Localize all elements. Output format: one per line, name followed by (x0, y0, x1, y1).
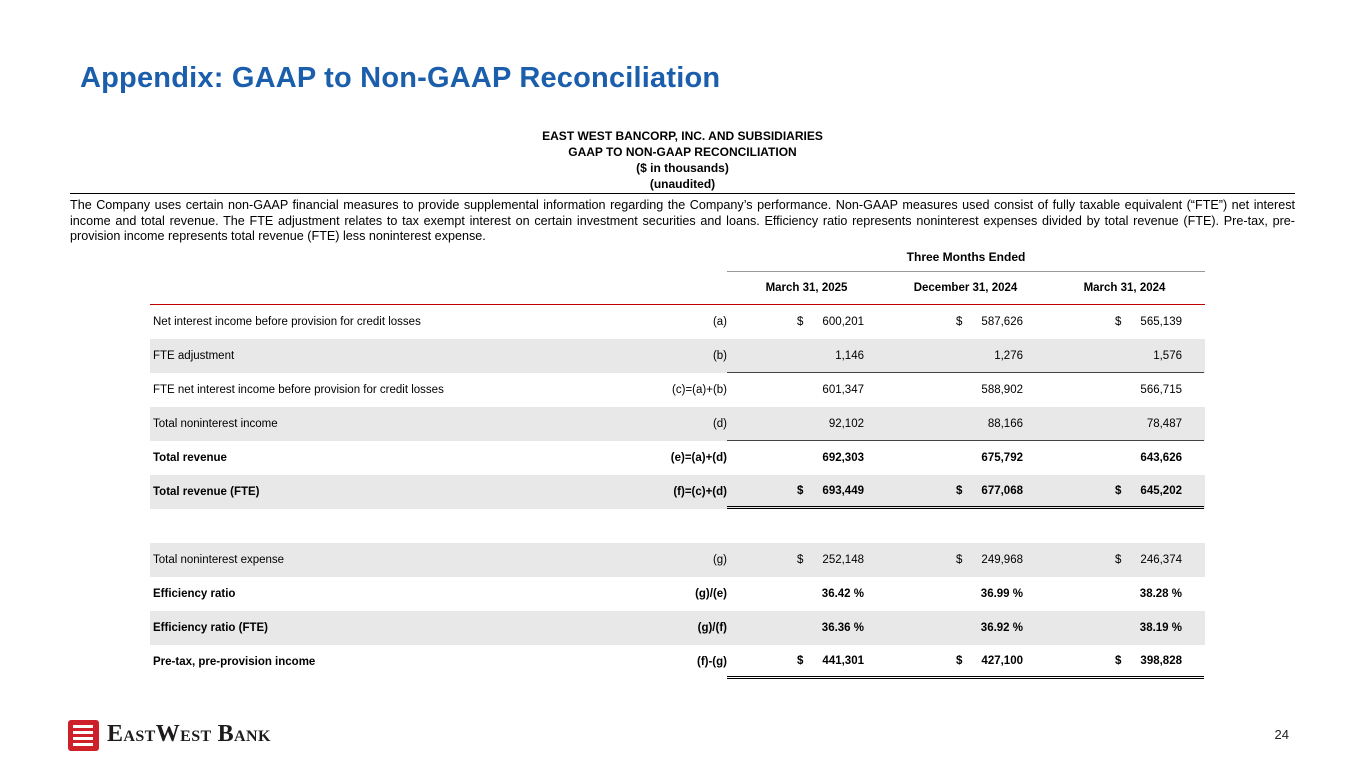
value: 1,276 (994, 349, 1023, 362)
row-value-cell (727, 373, 886, 407)
table-row (150, 373, 1205, 407)
row-value-cell (886, 373, 1045, 407)
row-formula-ref: (f)=(c)+(d) (673, 486, 727, 498)
table-row (150, 543, 1205, 577)
table-row (150, 407, 1205, 441)
row-value-cell (886, 611, 1045, 645)
value: 441,301 (822, 654, 864, 667)
doc-header-subtitle: GAAP TO NON-GAAP RECONCILIATION (568, 145, 797, 159)
row-value-cell (727, 611, 886, 645)
value: 252,148 (822, 554, 864, 566)
row-value-cell (1045, 645, 1204, 679)
currency-symbol: $ (797, 554, 804, 566)
row-formula-ref: (c)=(a)+(b) (672, 384, 727, 396)
page-title: Appendix: GAAP to Non-GAAP Reconciliation (80, 62, 721, 94)
value: 92,102 (828, 417, 864, 430)
currency-symbol: $ (956, 554, 963, 566)
value: 675,792 (981, 452, 1023, 464)
row-formula-ref: (d) (712, 418, 727, 430)
row-value-cell (727, 543, 886, 577)
logo-text-est: EST (180, 728, 212, 745)
value: 246,374 (1140, 554, 1182, 566)
row-label: Total noninterest income (153, 418, 278, 430)
value: 36.99 % (980, 588, 1023, 600)
intro-paragraph: The Company uses certain non-GAAP financial measures to provide supplemental information regarding the Company’s performance. Non-GAAP measures used consist of fully taxable equivalent (“FTE”) net interest income and total revenue. The FTE adjustment relates to tax exempt interest on certain investment securities and loans. Efficiency ratio represents noninterest expenses divided by total revenue (FTE). Pre-tax, pre-provision income represents total revenue (FTE) less noninterest expense. (70, 193, 1295, 245)
value: 249,968 (981, 554, 1023, 566)
value: 565,139 (1140, 316, 1182, 328)
value: 36.42 % (821, 588, 864, 600)
currency-symbol: $ (956, 316, 963, 328)
row-value-cell (886, 339, 1045, 373)
value: 36.36 % (821, 622, 864, 634)
currency-symbol: $ (956, 484, 963, 497)
value: 677,068 (981, 484, 1023, 497)
value: 643,626 (1140, 452, 1182, 464)
row-formula-ref: (g)/(f) (697, 622, 727, 634)
column-header-march-2025: March 31, 2025 (765, 282, 848, 294)
value: 588,902 (981, 384, 1023, 396)
row-label: Pre-tax, pre-provision income (153, 656, 316, 668)
value: 1,146 (835, 349, 864, 362)
eastwest-logo-text (107, 719, 271, 752)
row-label: Net interest income before provision for credit losses (153, 316, 421, 328)
doc-header-units: ($ in thousands) (636, 161, 729, 175)
value: 427,100 (981, 654, 1023, 667)
currency-symbol: $ (1115, 484, 1122, 497)
value: 692,303 (822, 452, 864, 464)
spacer-row (150, 509, 1205, 543)
currency-symbol: $ (1115, 554, 1122, 566)
value: 36.92 % (980, 622, 1023, 634)
row-value-cell (1045, 305, 1204, 339)
value: 88,166 (987, 417, 1023, 430)
currency-symbol: $ (956, 654, 963, 667)
row-value-cell (727, 441, 886, 475)
row-formula-ref: (g)/(e) (695, 588, 727, 600)
value: 600,201 (822, 316, 864, 328)
reconciliation-table (150, 246, 1205, 679)
currency-symbol: $ (1115, 316, 1122, 328)
column-header-row (150, 272, 1205, 305)
currency-symbol: $ (797, 654, 804, 667)
value: 38.19 % (1139, 622, 1182, 634)
value: 78,487 (1146, 417, 1182, 430)
row-value-cell (727, 339, 886, 373)
row-label: Efficiency ratio (FTE) (153, 622, 269, 634)
value: 38.28 % (1139, 588, 1182, 600)
row-value-cell (1045, 475, 1204, 509)
period-header-spacer (150, 246, 727, 272)
currency-symbol: $ (1115, 654, 1122, 667)
logo-letter-w: W (155, 721, 181, 747)
page-number: 24 (1274, 727, 1289, 742)
value: 645,202 (1140, 484, 1182, 497)
row-formula-ref: (f)-(g) (696, 656, 727, 668)
row-value-cell (727, 305, 886, 339)
column-header-december-2024: December 31, 2024 (913, 282, 1018, 294)
row-value-cell (886, 407, 1045, 441)
row-label: FTE net interest income before provision for credit losses (153, 384, 444, 396)
period-header: Three Months Ended (727, 246, 1205, 272)
table-row (150, 611, 1205, 645)
currency-symbol: $ (797, 316, 804, 328)
column-header-march-2024: March 31, 2024 (1083, 282, 1166, 294)
doc-header-unaudited: (unaudited) (649, 177, 716, 191)
value: 601,347 (822, 384, 864, 396)
logo-text-ast: AST (123, 728, 156, 745)
table-row (150, 577, 1205, 611)
row-value-cell (1045, 611, 1204, 645)
value: 1,576 (1153, 349, 1182, 362)
row-value-cell (1045, 543, 1204, 577)
row-formula-ref: (a) (712, 316, 727, 328)
row-value-cell (886, 645, 1045, 679)
row-value-cell (727, 577, 886, 611)
doc-header-company: EAST WEST BANCORP, INC. AND SUBSIDIARIES (542, 129, 823, 143)
table-row (150, 475, 1205, 509)
currency-symbol: $ (797, 484, 804, 497)
value: 587,626 (981, 316, 1023, 328)
logo-letter-e: E (107, 721, 124, 747)
row-value-cell (1045, 577, 1204, 611)
logo-letter-b: B (217, 721, 235, 747)
row-value-cell (886, 577, 1045, 611)
period-header-row (150, 246, 1205, 272)
row-value-cell (727, 645, 886, 679)
table-row (150, 441, 1205, 475)
row-formula-ref: (g) (712, 554, 727, 566)
doc-header (0, 128, 1365, 192)
row-label: Total revenue (FTE) (153, 486, 260, 498)
row-value-cell (1045, 373, 1204, 407)
row-value-cell (886, 441, 1045, 475)
row-label: FTE adjustment (153, 350, 235, 362)
row-value-cell (1045, 441, 1204, 475)
value: 566,715 (1140, 384, 1182, 396)
logo-text-ank: ANK (234, 728, 271, 745)
row-formula-ref: (e)=(a)+(d) (670, 452, 727, 464)
row-formula-ref: (b) (712, 350, 727, 362)
row-label: Total noninterest expense (153, 554, 285, 566)
row-value-cell (1045, 339, 1204, 373)
row-value-cell (1045, 407, 1204, 441)
row-value-cell (727, 475, 886, 509)
row-value-cell (886, 543, 1045, 577)
row-label: Total revenue (153, 452, 227, 464)
row-value-cell (886, 475, 1045, 509)
table-body (150, 305, 1205, 679)
row-label: Efficiency ratio (153, 588, 236, 600)
table-row (150, 339, 1205, 373)
eastwest-logo-icon (68, 720, 99, 751)
row-value-cell (886, 305, 1045, 339)
table-row (150, 645, 1205, 679)
value: 693,449 (822, 484, 864, 497)
row-value-cell (727, 407, 886, 441)
eastwest-bank-logo (68, 719, 271, 752)
value: 398,828 (1140, 654, 1182, 667)
table-row (150, 305, 1205, 339)
